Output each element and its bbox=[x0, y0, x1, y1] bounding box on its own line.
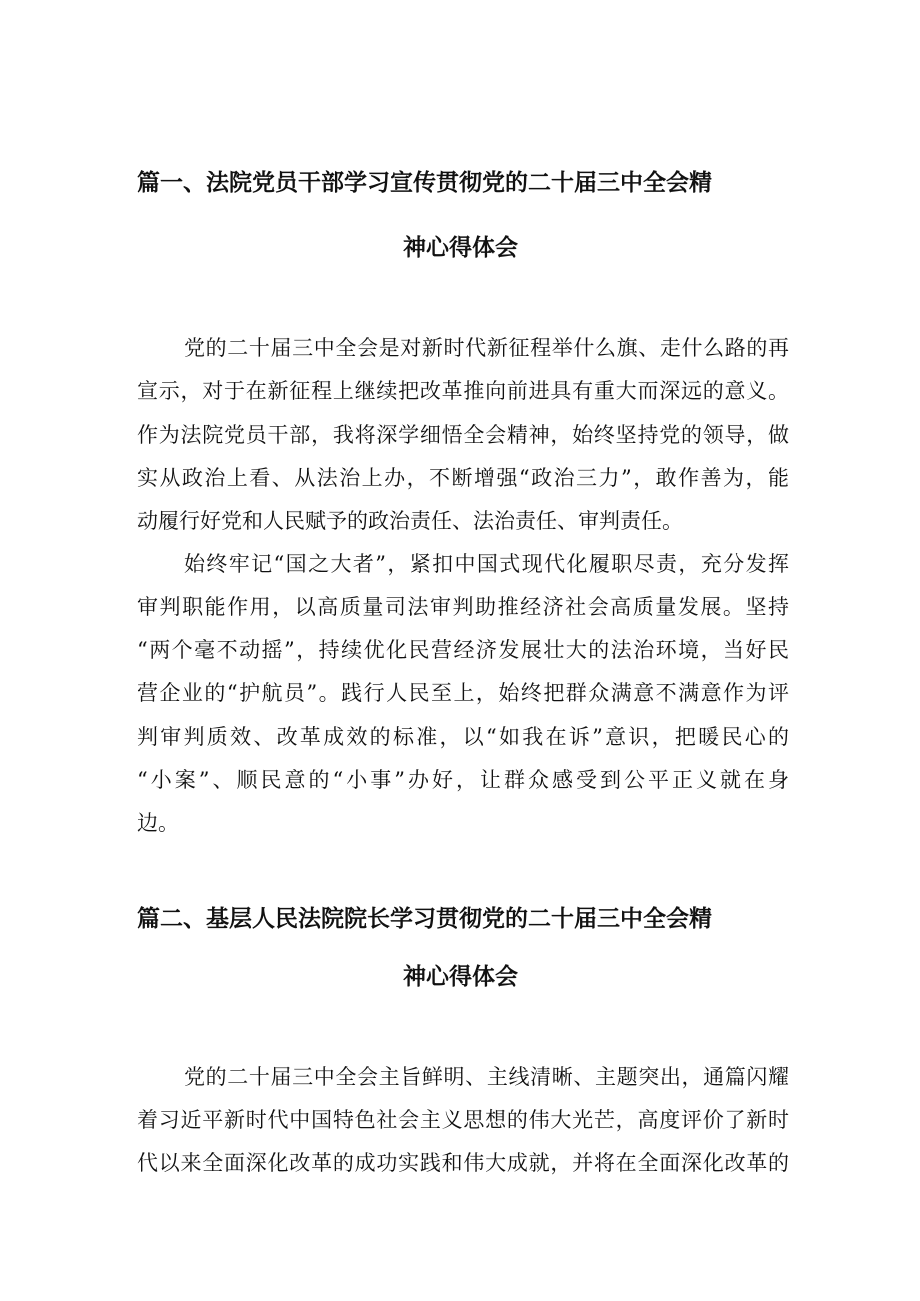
paragraph-line: 着习近平新时代中国特色社会主义思想的伟大光芒，高度评价了新时 bbox=[137, 1108, 789, 1132]
section-2-title-line-1: 篇二、基层人民法院院长学习贯彻党的二十届三中全会精 bbox=[137, 906, 712, 932]
paragraph-line: “两个毫不动摇”，持续优化民营经济发展壮大的法治环境，当好民 bbox=[137, 638, 789, 662]
section-1-title-line-2: 神心得体会 bbox=[403, 235, 518, 261]
paragraph-line: 始终牢记“国之大者”，紧扣中国式现代化履职尽责，充分发挥 bbox=[184, 552, 789, 576]
paragraph-line: 审判职能作用，以高质量司法审判助推经济社会高质量发展。坚持 bbox=[137, 595, 789, 619]
paragraph-line: “小案”、顺民意的“小事”办好，让群众感受到公平正义就在身 bbox=[137, 768, 789, 792]
section-2-title-line-2: 神心得体会 bbox=[403, 964, 518, 990]
paragraph-line: 营企业的“护航员”。践行人民至上，始终把群众满意不满意作为评 bbox=[137, 681, 789, 705]
paragraph-line: 党的二十届三中全会是对新时代新征程举什么旗、走什么路的再 bbox=[184, 336, 789, 360]
paragraph-line: 判审判质效、改革成效的标准，以“如我在诉”意识，把暖民心的 bbox=[137, 725, 789, 749]
paragraph-line: 党的二十届三中全会主旨鲜明、主线清晰、主题突出，通篇闪耀 bbox=[184, 1065, 789, 1089]
section-1-title-line-1: 篇一、法院党员干部学习宣传贯彻党的二十届三中全会精 bbox=[137, 170, 712, 196]
paragraph-line: 实从政治上看、从法治上办，不断增强“政治三力”，敢作善为，能 bbox=[137, 466, 789, 490]
paragraph-line: 动履行好党和人民赋予的政治责任、法治责任、审判责任。 bbox=[137, 509, 683, 533]
paragraph-line: 作为法院党员干部，我将深学细悟全会精神，始终坚持党的领导，做 bbox=[137, 423, 789, 447]
paragraph-line: 代以来全面深化改革的成功实践和伟大成就，并将在全面深化改革的 bbox=[137, 1151, 789, 1175]
paragraph-line: 边。 bbox=[137, 811, 179, 835]
paragraph-line: 宣示，对于在新征程上继续把改革推向前进具有重大而深远的意义。 bbox=[137, 379, 789, 403]
